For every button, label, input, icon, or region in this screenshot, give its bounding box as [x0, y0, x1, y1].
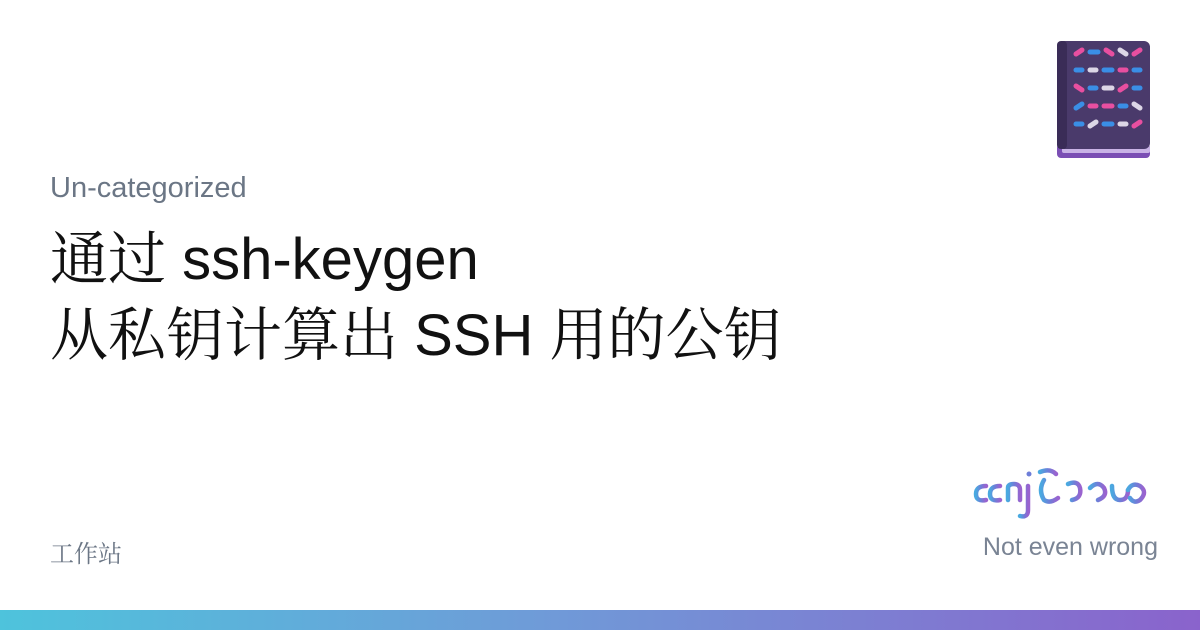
site-name: 工作站	[50, 541, 122, 568]
page-title	[50, 222, 950, 374]
title-line-1: 通过 ssh-keygen	[50, 227, 479, 292]
category-label: Un-categorized	[50, 172, 247, 204]
tengwar-logo-icon	[968, 452, 1158, 526]
tagline: Not even wrong	[982, 533, 1158, 561]
accent-gradient-bar	[0, 610, 1200, 630]
book-icon	[1056, 40, 1151, 160]
title-line-2: 从私钥计算出 SSH 用的公钥	[50, 303, 782, 368]
